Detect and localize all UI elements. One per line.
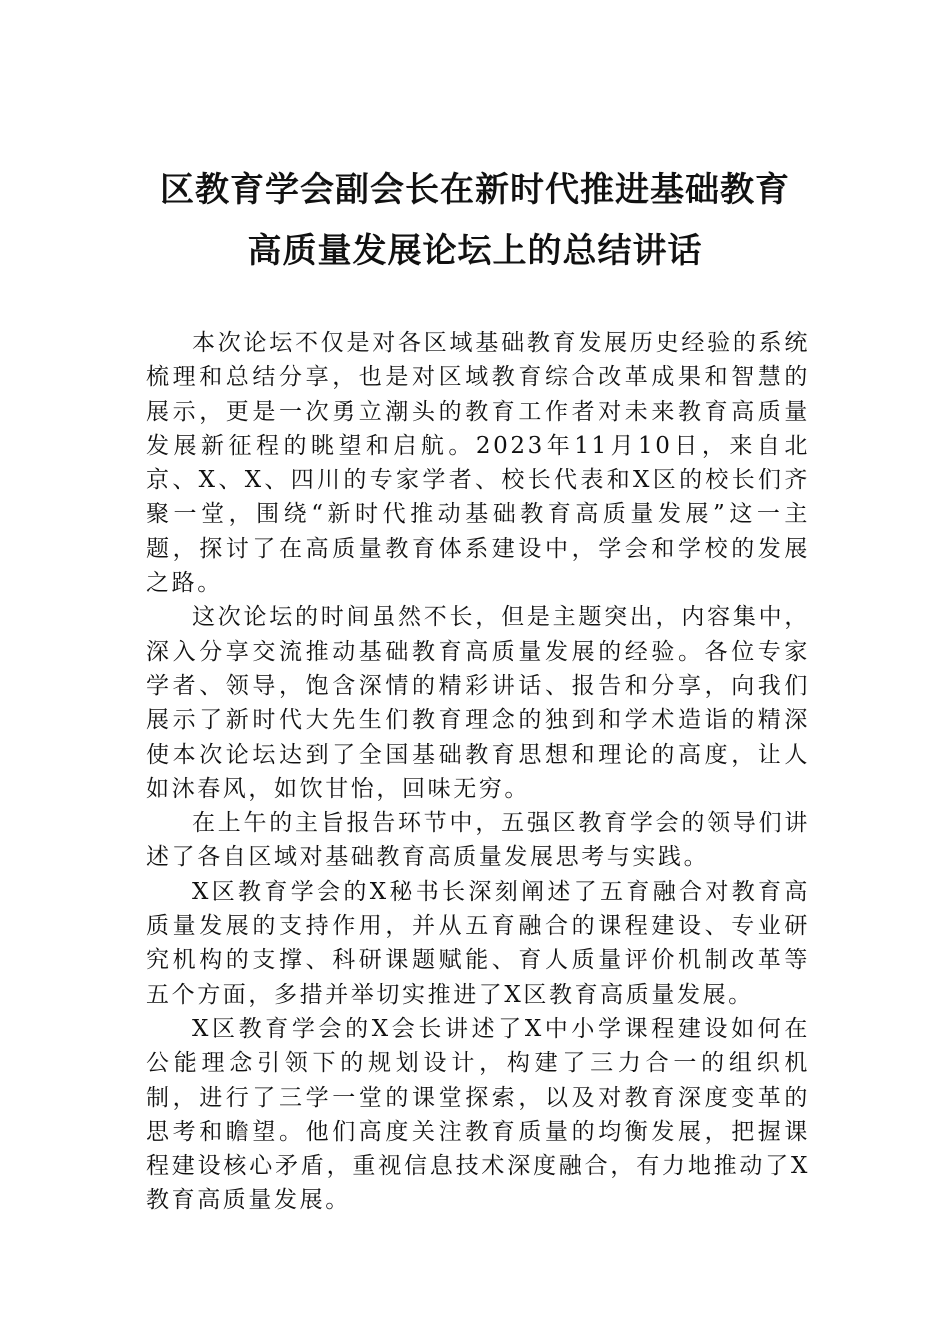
title-line-1: 区教育学会副会长在新时代推进基础教育 xyxy=(160,170,790,210)
title-line-2: 高质量发展论坛上的总结讲话 xyxy=(247,231,703,271)
document-title xyxy=(120,160,830,282)
paragraph-2: 这次论坛的时间虽然不长，但是主题突出，内容集中，深入分享交流推动基础教育高质量发展的经验。各位专家学者、领导，饱含深情的精彩讲话、报告和分享，向我们展示了新时代大先生们教育理念的独到和学术造诣的精深使本次论坛达到了全国基础教育思想和理论的高度，让人如沐春风，如饮甘怡，回味无穷。 xyxy=(146,604,810,802)
paragraph-1: 本次论坛不仅是对各区域基础教育发展历史经验的系统梳理和总结分享，也是对区域教育综合改革成果和智慧的展示，更是一次勇立潮头的教育工作者对未来教育高质量发展新征程的眺望和启航。2023年11月10日，来自北京、X、X、四川的专家学者、校长代表和X区的校长们齐聚一堂，围绕“新时代推动基础教育高质量发展”这一主题，探讨了在高质量教育体系建设中，学会和学校的发展之路。 xyxy=(146,330,810,597)
paragraph-4: X区教育学会的X秘书长深刻阐述了五育融合对教育高质量发展的支持作用，并从五育融合的课程建设、专业研究机构的支撑、科研课题赋能、育人质量评价机制改革等五个方面，多措并举切实推进了X区教育高质量发展。 xyxy=(146,878,810,1008)
paragraph-5: X区教育学会的X会长讲述了X中小学课程建设如何在公能理念引领下的规划设计，构建了三力合一的组织机制，进行了三学一堂的课堂探索，以及对教育深度变革的思考和瞻望。他们高度关注教育质量的均衡发展，把握课程建设核心矛盾，重视信息技术深度融合，有力地推动了X教育高质量发展。 xyxy=(146,1015,810,1214)
paragraph-3: 在上午的主旨报告环节中，五强区教育学会的领导们讲述了各自区域对基础教育高质量发展思考与实践。 xyxy=(146,810,810,871)
document-body xyxy=(146,326,810,1218)
